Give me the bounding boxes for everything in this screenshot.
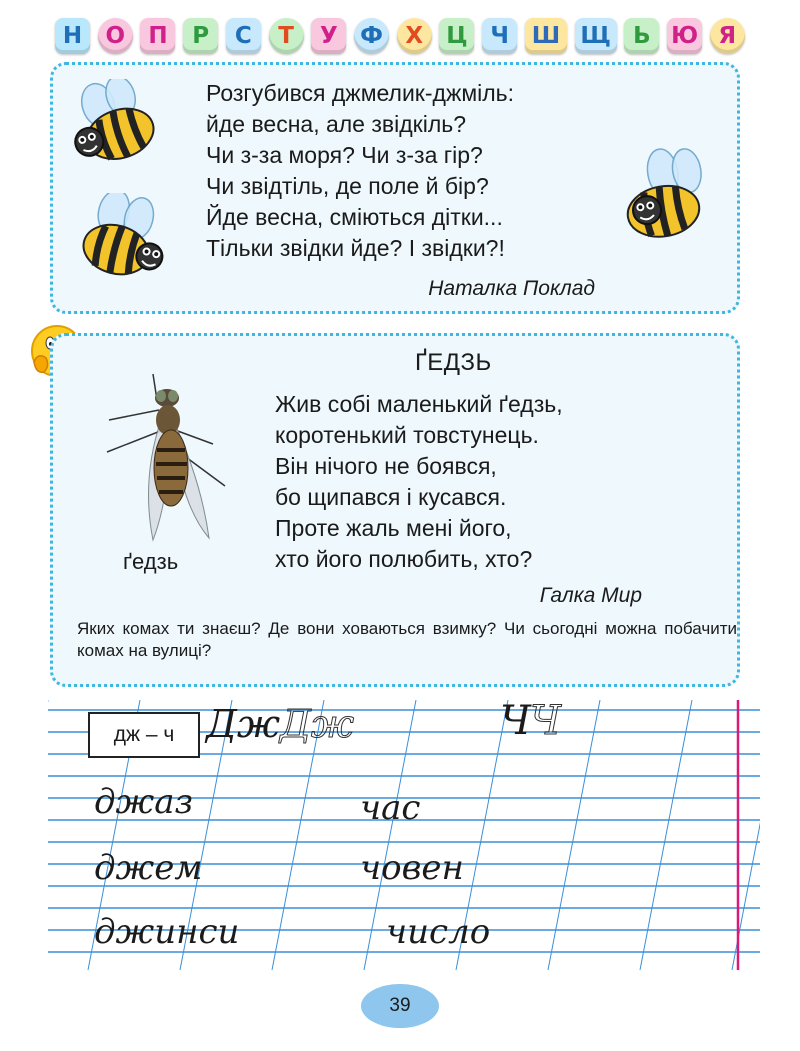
alphabet-letter-tile: Ю — [667, 18, 702, 54]
alphabet-letter-tile: Ч — [482, 18, 517, 54]
cursive-sample: Дж — [206, 702, 281, 746]
poem-line: бо щипався і кусався. — [275, 484, 507, 510]
poem-line: Проте жаль мені його, — [275, 515, 512, 541]
alphabet-letter-tile: Ь — [624, 18, 659, 54]
gadfly-illustration — [101, 370, 231, 545]
poem-line: Чи звідтіль, де поле й бір? — [206, 173, 489, 199]
poem-author: Наталка Поклад — [428, 277, 595, 300]
alphabet-letter-tile: Х — [397, 18, 432, 54]
alphabet-letter-tile: С — [226, 18, 261, 54]
poem-line: Йде весна, сміються дітки... — [206, 204, 503, 230]
alphabet-letter-tile: Ш — [525, 18, 567, 54]
poem-line: Тільки звідки йде? І звідки?! — [206, 235, 505, 261]
cursive-word: човен — [360, 848, 464, 888]
bee-illustration — [65, 79, 165, 169]
alphabet-letter-tile: Ф — [354, 18, 389, 54]
cursive-word: джинси — [94, 912, 240, 952]
poem-line: йде весна, але звідкіль? — [206, 111, 467, 137]
question-text: Яких комах ти знаєш? Де вони ховаються взимку? Чи сьогодні можна побачити комах на вулиці? — [77, 619, 737, 660]
poem-line: Чи з-за моря? Чи з-за гір? — [206, 142, 483, 168]
poem-author: Галка Мир — [539, 584, 642, 607]
cursive-sample-dotted: Ч — [530, 698, 561, 744]
poem-title: ҐЕДЗЬ — [415, 349, 492, 376]
alphabet-letter-tile: О — [98, 18, 133, 54]
cursive-word: число — [386, 912, 491, 952]
cursive-sample-dotted: Дж — [280, 702, 355, 746]
bee-poem-box — [50, 62, 740, 314]
alphabet-letter-tile: У — [311, 18, 346, 54]
alphabet-strip — [55, 16, 745, 56]
poem-line: Розгубився джмелик-джміль: — [206, 80, 515, 106]
alphabet-letter-tile: Я — [710, 18, 745, 54]
bee-illustration — [609, 147, 719, 247]
page-number: 39 — [361, 984, 439, 1028]
alphabet-letter-tile: Р — [183, 18, 218, 54]
alphabet-letter-tile: П — [140, 18, 175, 54]
alphabet-letter-tile: Ц — [439, 18, 474, 54]
poem-line: Жив собі маленький ґедзь, — [275, 391, 563, 417]
alphabet-letter-tile: Н — [55, 18, 90, 54]
alphabet-letter-tile: Т — [269, 18, 304, 54]
gadfly-caption: ґедзь — [123, 549, 179, 574]
copybook-lines — [48, 700, 760, 970]
poem-line: Він нічого не боявся, — [275, 453, 497, 479]
poem-line: хто його полюбить, хто? — [275, 546, 533, 572]
gadfly-poem — [275, 389, 563, 575]
gadfly-poem-box — [50, 333, 740, 687]
cursive-sample: Ч — [500, 698, 531, 744]
cursive-word: час — [360, 788, 421, 828]
poem-line: коротенький товстунець. — [275, 422, 539, 448]
letter-combination-box: дж – ч — [88, 712, 200, 758]
cursive-word: джаз — [94, 782, 194, 822]
bee-illustration — [73, 193, 173, 285]
bee-poem — [206, 78, 514, 264]
cursive-word: джем — [94, 848, 203, 888]
alphabet-letter-tile: Щ — [575, 18, 617, 54]
